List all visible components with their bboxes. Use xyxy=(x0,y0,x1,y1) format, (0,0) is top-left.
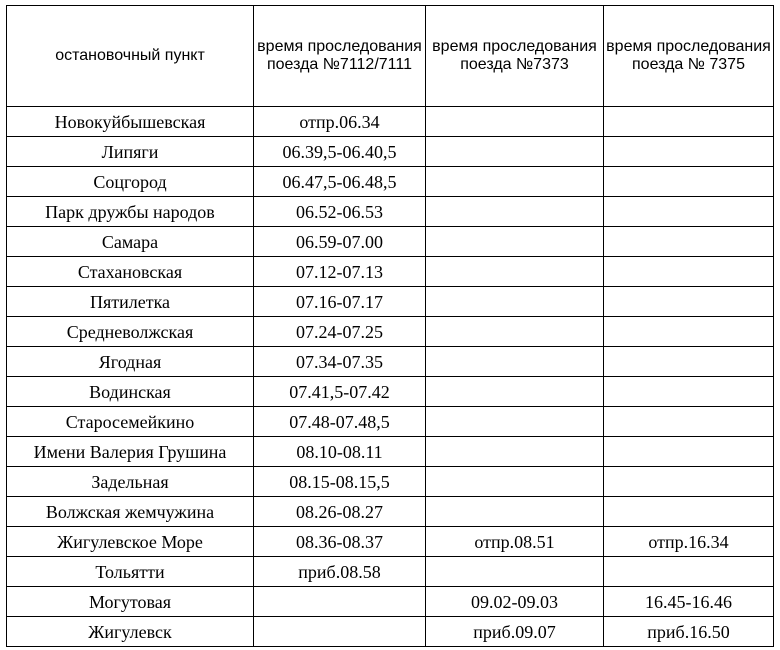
table-row xyxy=(7,617,774,647)
train-7375-time-cell xyxy=(604,227,774,257)
train-7373-time-cell xyxy=(426,227,604,257)
train-7112-time-cell xyxy=(254,587,426,617)
table-row xyxy=(7,347,774,377)
train-7375-time-cell: приб.16.50 xyxy=(604,617,774,647)
train-7112-time-cell xyxy=(254,617,426,647)
stop-name-cell: Липяги xyxy=(7,137,254,167)
stop-name-cell: Новокуйбышевская xyxy=(7,107,254,137)
train-7112-time-cell: приб.08.58 xyxy=(254,557,426,587)
table-row xyxy=(7,287,774,317)
train-7373-time-cell xyxy=(426,347,604,377)
train-7375-time-cell xyxy=(604,437,774,467)
train-7112-time-cell: 08.15-08.15,5 xyxy=(254,467,426,497)
train-7375-time-cell xyxy=(604,167,774,197)
train-7375-time-cell xyxy=(604,287,774,317)
table-row xyxy=(7,437,774,467)
stop-name-cell: Жигулевское Море xyxy=(7,527,254,557)
train-7373-time-cell xyxy=(426,557,604,587)
schedule-body xyxy=(7,107,774,647)
stop-name-cell: Тольятти xyxy=(7,557,254,587)
table-row xyxy=(7,377,774,407)
train-7373-time-cell xyxy=(426,167,604,197)
train-7112-time-cell: отпр.06.34 xyxy=(254,107,426,137)
train-7375-time-cell xyxy=(604,377,774,407)
train-7112-time-cell: 08.36-08.37 xyxy=(254,527,426,557)
train-7373-time-cell xyxy=(426,107,604,137)
train-7373-time-cell xyxy=(426,317,604,347)
header-train-7112: время проследования поезда №7112/7111 xyxy=(254,6,426,107)
stop-name-cell: Соцгород xyxy=(7,167,254,197)
stop-name-cell: Ягодная xyxy=(7,347,254,377)
train-7373-time-cell: 09.02-09.03 xyxy=(426,587,604,617)
train-7375-time-cell xyxy=(604,257,774,287)
train-7112-time-cell: 08.10-08.11 xyxy=(254,437,426,467)
train-7373-time-cell: отпр.08.51 xyxy=(426,527,604,557)
train-7373-time-cell xyxy=(426,137,604,167)
train-7373-time-cell xyxy=(426,197,604,227)
train-7373-time-cell xyxy=(426,437,604,467)
train-7375-time-cell xyxy=(604,197,774,227)
train-7112-time-cell: 07.24-07.25 xyxy=(254,317,426,347)
train-7375-time-cell xyxy=(604,407,774,437)
stop-name-cell: Жигулевск xyxy=(7,617,254,647)
train-7112-time-cell: 06.47,5-06.48,5 xyxy=(254,167,426,197)
table-row xyxy=(7,227,774,257)
train-7375-time-cell xyxy=(604,347,774,377)
train-7112-time-cell: 06.39,5-06.40,5 xyxy=(254,137,426,167)
train-7373-time-cell xyxy=(426,377,604,407)
table-row xyxy=(7,257,774,287)
header-train-7373: время проследования поезда №7373 xyxy=(426,6,604,107)
train-7375-time-cell xyxy=(604,107,774,137)
header-stop: остановочный пункт xyxy=(7,6,254,107)
table-row xyxy=(7,527,774,557)
train-7373-time-cell xyxy=(426,467,604,497)
stop-name-cell: Самара xyxy=(7,227,254,257)
train-7373-time-cell xyxy=(426,497,604,527)
train-7375-time-cell xyxy=(604,137,774,167)
table-row xyxy=(7,167,774,197)
train-7112-time-cell: 07.34-07.35 xyxy=(254,347,426,377)
train-7375-time-cell xyxy=(604,317,774,347)
train-7112-time-cell: 06.52-06.53 xyxy=(254,197,426,227)
stop-name-cell: Задельная xyxy=(7,467,254,497)
header-row xyxy=(7,6,774,107)
stop-name-cell: Имени Валерия Грушина xyxy=(7,437,254,467)
table-row xyxy=(7,107,774,137)
stop-name-cell: Стахановская xyxy=(7,257,254,287)
table-row xyxy=(7,197,774,227)
train-7112-time-cell: 06.59-07.00 xyxy=(254,227,426,257)
table-row xyxy=(7,407,774,437)
table-row xyxy=(7,137,774,167)
header-train-7375: время проследования поезда № 7375 xyxy=(604,6,774,107)
table-row xyxy=(7,317,774,347)
train-7375-time-cell xyxy=(604,557,774,587)
train-7373-time-cell xyxy=(426,287,604,317)
train-7112-time-cell: 07.48-07.48,5 xyxy=(254,407,426,437)
stop-name-cell: Средневолжская xyxy=(7,317,254,347)
stop-name-cell: Пятилетка xyxy=(7,287,254,317)
stop-name-cell: Водинская xyxy=(7,377,254,407)
train-7112-time-cell: 07.16-07.17 xyxy=(254,287,426,317)
train-7112-time-cell: 07.12-07.13 xyxy=(254,257,426,287)
table-row xyxy=(7,467,774,497)
stop-name-cell: Волжская жемчужина xyxy=(7,497,254,527)
train-7373-time-cell: приб.09.07 xyxy=(426,617,604,647)
train-7375-time-cell: отпр.16.34 xyxy=(604,527,774,557)
train-7112-time-cell: 08.26-08.27 xyxy=(254,497,426,527)
stop-name-cell: Парк дружбы народов xyxy=(7,197,254,227)
train-7375-time-cell xyxy=(604,497,774,527)
table-row xyxy=(7,497,774,527)
train-7373-time-cell xyxy=(426,407,604,437)
train-7375-time-cell xyxy=(604,467,774,497)
train-7373-time-cell xyxy=(426,257,604,287)
train-7112-time-cell: 07.41,5-07.42 xyxy=(254,377,426,407)
stop-name-cell: Могутовая xyxy=(7,587,254,617)
table-row xyxy=(7,587,774,617)
train-7375-time-cell: 16.45-16.46 xyxy=(604,587,774,617)
table-row xyxy=(7,557,774,587)
stop-name-cell: Старосемейкино xyxy=(7,407,254,437)
schedule-table xyxy=(6,5,774,647)
